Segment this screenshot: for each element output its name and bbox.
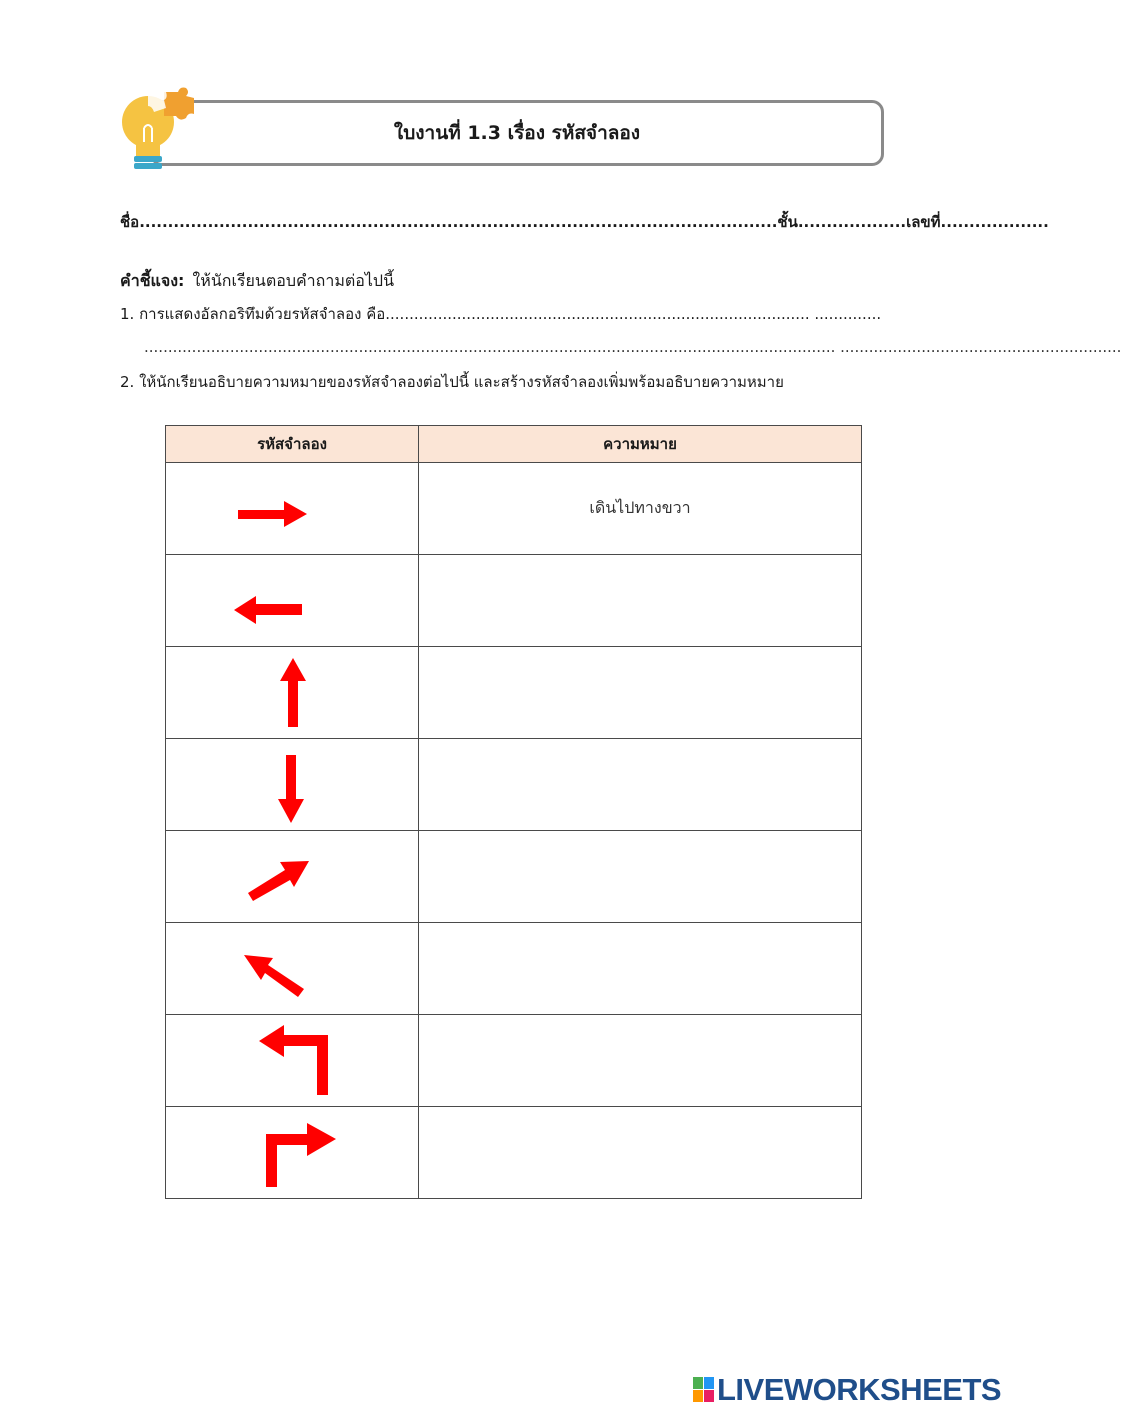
instruction-text: ให้นักเรียนตอบคำถามต่อไปนี้ xyxy=(192,271,395,290)
question-1[interactable]: 1. การแสดงอัลกอริทึมด้วยรหัสจำลอง คือ......................................................................................... .............. xyxy=(120,305,882,323)
meaning-cell[interactable] xyxy=(419,555,862,647)
worksheet-title: ใบงานที่ 1.3 เรื่อง รหัสจำลอง xyxy=(393,122,641,144)
turn-up-right-icon xyxy=(166,1107,418,1199)
arrow-up-left-icon xyxy=(166,923,418,1015)
code-cell xyxy=(166,831,419,923)
question-2: 2. ให้นักเรียนอธิบายความหมายของรหัสจำลองต่อไปนี้ และสร้างรหัสจำลองเพิ่มพร้อมอธิบายความหมาย xyxy=(120,373,784,391)
meaning-cell[interactable] xyxy=(419,647,862,739)
code-cell xyxy=(166,1015,419,1107)
lightbulb-icon xyxy=(118,84,200,174)
code-cell xyxy=(166,1107,419,1199)
code-cell xyxy=(166,739,419,831)
question-1-answer-line[interactable]: ................................................................................................................................................. ........................................................... xyxy=(144,338,1121,356)
arrow-down-icon xyxy=(166,739,418,831)
code-cell xyxy=(166,647,419,739)
meaning-cell[interactable] xyxy=(419,831,862,923)
instruction-label: คำชี้แจง: xyxy=(120,271,185,290)
arrow-left-icon xyxy=(166,555,418,647)
logo-text: LIVEWORKSHEETS xyxy=(717,1372,1002,1407)
pseudocode-table xyxy=(165,425,862,1199)
code-cell xyxy=(166,463,419,555)
header-meaning: ความหมาย xyxy=(419,426,862,463)
liveworksheets-logo xyxy=(693,1374,1001,1405)
table-row xyxy=(166,1015,862,1107)
code-cell xyxy=(166,923,419,1015)
table-row xyxy=(166,831,862,923)
meaning-cell[interactable] xyxy=(419,739,862,831)
table-header-row xyxy=(166,426,862,463)
table-row xyxy=(166,1107,862,1199)
table-row xyxy=(166,739,862,831)
meaning-cell[interactable] xyxy=(419,1107,862,1199)
header-code: รหัสจำลอง xyxy=(166,426,419,463)
table-row xyxy=(166,647,862,739)
arrow-up-right-icon xyxy=(166,831,418,923)
arrow-up-icon xyxy=(166,647,418,739)
instructions xyxy=(120,269,394,294)
table-row xyxy=(166,555,862,647)
meaning-cell[interactable]: เดินไปทางขวา xyxy=(419,463,862,555)
turn-up-left-icon xyxy=(166,1015,418,1107)
arrow-right-icon xyxy=(166,463,418,555)
student-info-line[interactable]: ชื่อ................................................................................................................ชั้น...................เลขที่................... xyxy=(120,213,1049,231)
meaning-cell[interactable] xyxy=(419,1015,862,1107)
meaning-cell[interactable] xyxy=(419,923,862,1015)
code-cell xyxy=(166,555,419,647)
table-row xyxy=(166,463,862,555)
logo-blocks-icon xyxy=(693,1377,715,1403)
table-row xyxy=(166,923,862,1015)
